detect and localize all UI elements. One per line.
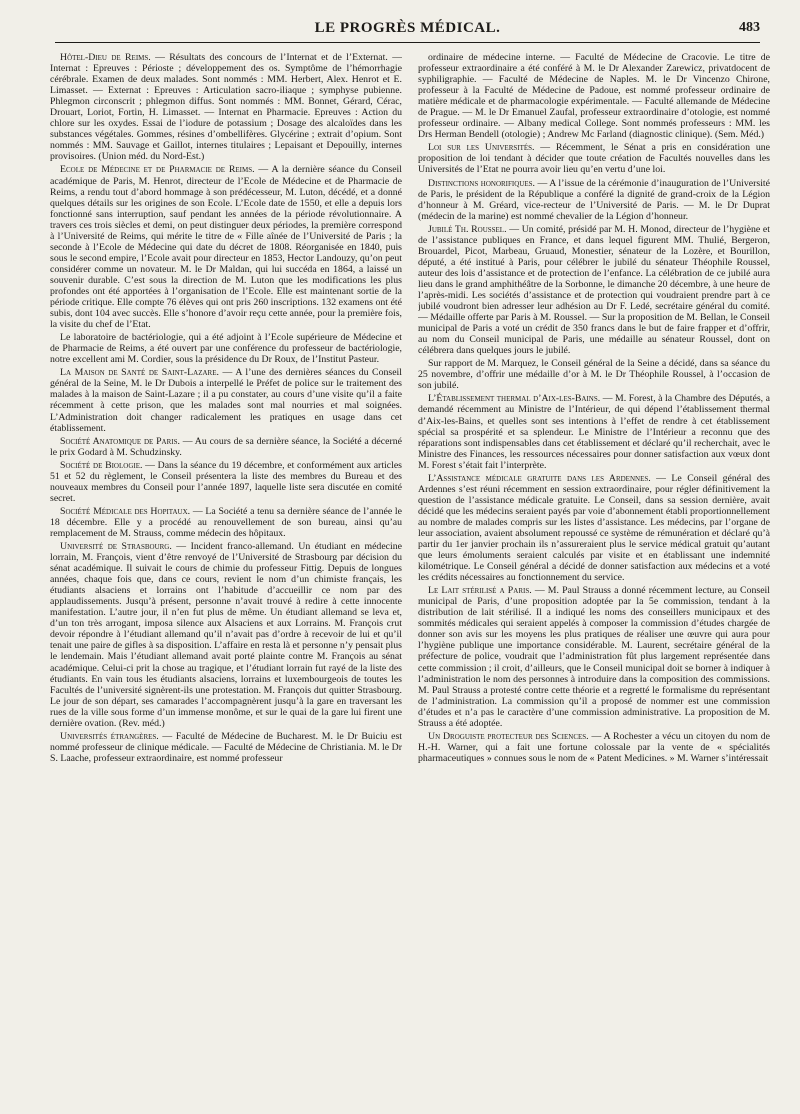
article-paragraph (50, 460, 402, 504)
article-paragraph (50, 541, 402, 729)
article-body: — Incident franco-allemand. Un étudiant en médecine lorrain, M. François, vient d’être renvoyé de l’Université de Strasbourg par décision du sénat académique. Il suivait le cours de chimie du professeur Fittig. Depuis de longues années, chaque fois que, dans ce cours, revient le nom d’un chimiste français, les étudiants alsaciens et lorrains ont l’habitude d’accueillir ce nom par des applaudissements. Jusqu’à présent, personne n’avait trouvé à redire à cette innocente manifestation. L’autre jour, il n’en fut plus de même. Un étudiant allemand se leva et, d’un ton très arrogant, imposa silence aux Alsaciens et aux Lorrains. M. François crut devoir répondre à l’étudiant allemand qu’il n’avait pas d’ordre à recevoir de lui et qu’il tenait une paire de gifles à sa disposition. L’affaire en resta là et personne n’y pensait plus le lendemain. Mais l’étudiant allemand avait porté plainte contre M. François au sénat académique. Celui-ci prit la chose au tragique, et l’étudiant lorrain fut rayé de la liste des étudiants. En vain tous les étudiants alsaciens, lorrains et luxembourgeois de toutes les Facultés de l’université signèrent-ils une protestation. M. François dut quitter Strasbourg. Le jour de son départ, ses camarades l’accompagnèrent jusqu’à la gare en traversant les rues de la ville sous forme d’un immense monôme, et sur le quai de la gare lui firent une dernière ovation. (Rev. méd.) (50, 541, 402, 729)
article-paragraph (418, 224, 770, 357)
article-heading: Société Anatomique de Paris. (60, 435, 180, 447)
article-body: Le laboratoire de bactériologie, qui a été adjoint à l’Ecole supérieure de Médecine et de Pharmacie de Reims, a été ouvert par une conférence du professeur de bactériologie, notre excellent ami M. Cordier, sous la présidence du Dr Roux, de l’Institut Pasteur. (50, 332, 402, 366)
article-body: — La Société a tenu sa dernière séance de l’année le 18 décembre. Elle y a procédé au renouvellement de son bureau, ainsi qu’au remplacement de M. Strauss, comme médecin des hôpitaux. (50, 505, 402, 539)
article-heading: L’Assistance médicale gratuite dans les Ardennes. (428, 472, 651, 484)
article-paragraph (418, 731, 770, 764)
article-heading: Le Lait stérilisé a Paris. (428, 585, 532, 597)
article-paragraph (418, 52, 770, 140)
article-heading: Société de Biologie. (60, 459, 143, 471)
article-body: — A l’une des dernières séances du Conseil général de la Seine, M. le Dr Dubois a interpellé le Préfet de police sur le traitement des malades à la maison de Saint-Lazare ; il a pu constater, au cours d’une visite qu’il a faite récemment à cette prison, que les malades sont mal nourries et mal soignées. L’Administration doit changer radicalement les pratiques en usage dans cet établissement. (50, 367, 402, 434)
article-heading: La Maison de Santé de Saint-Lazare. (60, 367, 219, 379)
article-body: — Au cours de sa dernière séance, la Société a décerné le prix Godard à M. Schudzinsky. (50, 435, 402, 458)
article-heading: Jubilé Th. Roussel. (428, 223, 507, 235)
article-heading: Ecole de Médecine et de Pharmacie de Reims. (60, 164, 255, 176)
article-body: — A la dernière séance du Conseil académique de Paris, M. Henrot, directeur de l’Ecole de Médecine et de Pharmacie de Reims, a rendu tout d’abord hommage à son prédécesseur, M. Luton, décédé, et a donné quelques détails sur les origines de son Ecole. L’Ecole date de 1550, et elle a depuis lors fonctionné sans interruption, sauf pendant les années de la période révolutionnaire. A travers ces trois siècles et demi, on peut distinguer deux périodes, la première correspond à l’Université de Reims, qui mérite le titre de « Fille aînée de l’Université de Paris ; la seconde à l’Ecole de Médecine qui date du décret de 1808. Réorganisée en 1840, puis sous le second empire, l’Ecole avait pour directeur en 1853, Hector Landouzy, qu’on peut considérer comme un novateur. M. le Dr Maldan, qui lui succéda en 1864, a laissé un souvenir durable. C’est sous la direction de M. Luton que les modifications les plus profondes ont été apportées à l’organisation de l’Ecole. Elle est maintenant sortie de la période critique. Elle compte 76 élèves qui ont pris 260 inscriptions. 132 examens ont été subis, dont 104 avec succès. Elle s’honore d’avoir reçu cette année, pour la première fois, la visite du chef de l’Etat. (50, 164, 402, 331)
article-heading: Hôtel-Dieu de Reims. (60, 52, 151, 63)
article-heading: Universités étrangères. (60, 730, 159, 742)
article-heading: Loi sur les Universités. (428, 142, 535, 154)
article-body: — Résultats des concours de l’Internat et de l’Externat. — Internat : Epreuves : Périoste ; développement des os. Symptôme de l’hémorrhagie cérébrale. Examen de deux malades. Sont nommés : MM. Herbert, Alex. Henrot et E. Limasset. — Externat : Epreuves : Articulation sacro-iliaque ; symphyse pubienne. Phlegmon circonscrit ; phlegmon diffus. Sont nommés : MM. Bonnet, Gérard, Cérac, Drouart, Loriot, Fortin, H. Limasset. — Internat en Pharmacie. Epreuves : Action du chlore sur les oxydes. Essai de l’iodure de potassium ; Dosage des alcaloïdes dans les substances végétales. Gommes, résines d’ombellifères. Glycérine ; extrait d’opium. Sont nommés : MM. Sauvage et Gaillot, internes titulaires ; Lepaisant et Depouilly, internes provisoires. (Union méd. du Nord-Est.) (50, 52, 402, 163)
article-heading: Distinctions honorifiques. (428, 177, 535, 189)
article-heading: Un Droguiste protecteur des Sciences. (428, 730, 589, 742)
article-body: — Dans la séance du 19 décembre, et conformément aux articles 51 et 52 du règlement, le Conseil présentera la liste des membres du Bureau et des nouveaux membres du Conseil pour l’année 1897, laquelle liste sera discutée en comité secret. (50, 459, 402, 504)
article-paragraph (50, 164, 402, 330)
article-body: ordinaire de médecine interne. — Faculté de Médecine de Cracovie. Le titre de professeur extraordinaire a été conféré à M. le Dr Alexander Zarewicz, privatdocent de syphiligraphie. — Faculté de Médecine de Naples. M. le Dr Vincenzo Chirone, professeur à la Faculté de Médecine de Padoue, est nommé professeur ordinaire de matière médicale et de pharmacologie expérimentale. — Faculté allemande de Médecine de Prague. — M. le Dr Emanuel Zaufal, professeur extraordinaire d’otologie, est nommé professeur ordinaire. — Albany medical College. Sont nommés professeurs : MM. les Drs Herman Bendell (otologie) ; Andrew Mc Farland (diagnostic clinique). (Sem. Méd.) (418, 52, 770, 141)
article-body: — Récemment, le Sénat a pris en considération une proposition de loi tendant à décider que toute création de Facultés nouvelles dans les Universités de l’Etat ne pourra avoir lieu qu’en vertu d’une loi. (418, 142, 770, 176)
article-heading: Société Médicale des Hopitaux. (60, 505, 191, 517)
article-paragraph (418, 178, 770, 222)
article-body: — A Rochester a vécu un citoyen du nom de H.-H. Warner, qui a fait une fortune colossale par la vente de « spécialités pharmaceutiques » connues sous le nom de « Patent Medicines. » M. Warner s’intéressait (418, 730, 770, 764)
article-paragraph (50, 332, 402, 365)
article-paragraph (418, 393, 770, 470)
article-heading: L’Établissement thermal d’Aix-les-Bains. (428, 393, 601, 405)
article-paragraph (50, 52, 402, 162)
right-column (418, 52, 770, 1104)
article-paragraph (418, 358, 770, 391)
running-header (55, 18, 760, 43)
journal-title: LE PROGRÈS MÉDICAL. (314, 20, 501, 36)
article-paragraph (50, 367, 402, 433)
article-body: — Le Conseil général des Ardennes s’est réuni récemment en session extraordinaire, pour régler définitivement la question de l’assistance médicale gratuite. Le Conseil, dans sa session dernière, avait décidé que les médecins seraient payés par voie d’abonnement établi proportionnellement au nombre de malades compris sur les listes d’assistance. Les médecins, par l’organe de leur association, avaient absolument repoussé ce système de rémunération et déclaré qu’à partir du 1er janvier prochain ils n’assureraient plus le service médical gratuit qu’autant que leurs émoluments seraient calculés par visite et en établissant une indemnité kilométrique. Le Conseil général a décidé de donner satisfaction aux médecins et a voté les crédits nécessaires au fonctionnement du service. (418, 472, 770, 584)
article-body: — Faculté de Médecine de Bucharest. M. le Dr Buiciu est nommé professeur de clinique médicale. — Faculté de Médecine de Christiania. M. le Dr S. Laache, professeur extraordinaire, est nommé professeur (50, 730, 402, 764)
article-heading: Université de Strasbourg. (60, 541, 172, 553)
article-paragraph (418, 585, 770, 729)
article-body: Sur rapport de M. Marquez, le Conseil général de la Seine a décidé, dans sa séance du 25 novembre, d’offrir une médaille d’or à M. le Dr Théophile Roussel, à l’occasion de son jubilé. (418, 358, 770, 392)
left-column (50, 52, 402, 1104)
article-paragraph (50, 506, 402, 539)
article-body: — M. Paul Strauss a donné récemment lecture, au Conseil municipal de Paris, d’une proposition adoptée par la 5e commission, tendant à la distribution de lait stérilisé. Il a indiqué les noms des conseillers municipaux et des sommités médicales qui seraient appelés à composer la commission d’études chargée de donner son avis sur les moyens les plus pratiques de réaliser une œuvre qui aura pour l’hygiène publique une importance considérable. M. Laurent, secrétaire général de la préfecture de police, voudrait que l’administration fût plus largement représentée dans cette commission ; il croit, d’ailleurs, que le Conseil municipal doit se borner à indiquer à l’administration le nom des personnes à introduire dans la composition des commissions. M. Paul Strauss a protesté contre cette théorie et a regretté le formalisme du représentant de l’administration. La commission qu’il a proposé de nommer est une commission d’études et n’a pas le caractère d’une commission administrative. La proposition de M. Strauss a été adoptée. (418, 585, 770, 729)
article-paragraph (418, 473, 770, 583)
article-body: — Un comité, présidé par M. H. Monod, directeur de l’hygiène et de l’assistance publiques en France, et dans lequel figurent MM. Thulié, Bergeron, Brouardel, Picot, Marbeau, Gruaud, Monestier, sénateur de la Lozère, et Bourillon, député, a été institué à Paris, pour célébrer le jubilé du sénateur Théophile Roussel, auteur des lois d’assistance et de protection de l’enfance. La célébration de ce jubilé aura lieu dans le grand amphithéâtre de la Sorbonne, le dimanche 20 décembre, à une heure de l’après-midi. Les sociétés d’assistance et de protection qui voudraient prendre part à ce jubilé voudront bien adresser leur adhésion au Dr F. Ledé, secrétaire général du comité. — Médaille offerte par Paris à M. Roussel. — Sur la proposition de M. Bellan, le Conseil municipal de Paris a voté un crédit de 350 francs dans le but de faire frapper et d’offrir, au nom du Conseil municipal de Paris, une médaille au sénateur Roussel, dont on célébrera dans quelques jours le jubilé. (418, 223, 770, 357)
article-paragraph (50, 436, 402, 458)
article-paragraph (50, 731, 402, 764)
page-number: 483 (739, 20, 760, 35)
article-paragraph (418, 142, 770, 175)
article-body: — M. Forest, à la Chambre des Députés, a demandé récemment au Ministre de l’Intérieur, de qui dépend l’établissement thermal d’Aix-les-Bains, et quelles sont ses intentions à l’effet de rendre à cet établissement spécial sa prospérité et sa splendeur. Le Ministre de l’Intérieur a reconnu que des réparations sont indispensables dans cet établissement et déclaré qu’il recherchait, avec le Ministre des Finances, les ressources nécessaires pour donner satisfaction aux vœux dont M. Forest s’était fait l’interprète. (418, 393, 770, 471)
article-body: — A l’issue de la cérémonie d’inauguration de l’Université de Paris, le président de la République a conféré la dignité de grand-croix de la Légion d’honneur à M. Gréard, vice-recteur de l’Université de Paris. — M. le Dr Duprat (médecin de la marine) est nommé chevalier de la Légion d’honneur. (418, 177, 770, 222)
